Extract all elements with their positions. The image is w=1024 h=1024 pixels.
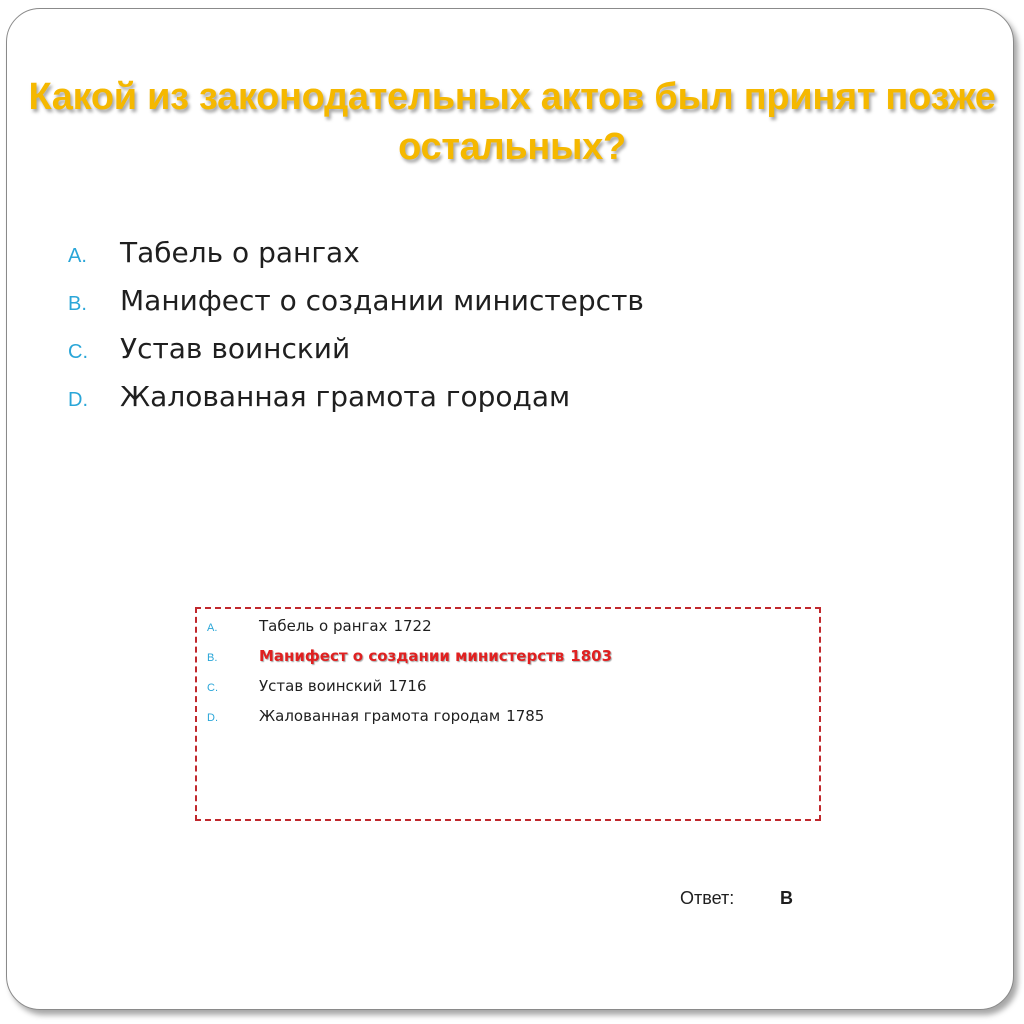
question-title-line-1: Какой из законодательных актов был принят позже [28,76,996,118]
option-a[interactable] [68,236,644,284]
option-letter: B. [68,293,87,315]
answer-letter: A. [207,622,218,634]
option-letter: A. [68,245,87,267]
answer-year: 1716 [388,677,427,695]
answer-text: Манифест о создании министерств [259,647,565,665]
option-text: Манифест о создании министерств [120,284,644,317]
option-text: Жалованная грамота городам [120,380,571,413]
answer-row-c [207,677,612,707]
option-text: Устав воинский [120,332,351,365]
answer-key-list [207,617,612,737]
options-list [68,236,644,428]
option-b[interactable] [68,284,644,332]
answer-text: Жалованная грамота городам [259,707,501,725]
option-text: Табель о рангах [120,236,360,269]
answer-row-b-correct [207,647,612,677]
answer-row-a [207,617,612,647]
answer-text-highlighted [259,647,612,665]
answer-key-box [195,607,821,821]
answer-letter: C. [207,682,218,694]
final-answer [680,888,793,909]
answer-text: Табель о рангах [259,617,388,635]
answer-letter: B. [207,652,218,664]
option-letter: C. [68,341,88,363]
option-c[interactable] [68,332,644,380]
question-title-line-2: остальных? [398,126,626,168]
final-answer-label: Ответ: [680,888,735,908]
answer-text: Устав воинский [259,677,383,695]
answer-year: 1722 [393,617,432,635]
answer-year: 1785 [506,707,545,725]
answer-year: 1803 [570,647,613,665]
option-letter: D. [68,389,88,411]
answer-letter: D. [207,712,218,724]
option-d[interactable] [68,380,644,428]
question-title [0,72,1024,172]
final-answer-value: B [780,888,793,908]
answer-row-d [207,707,612,737]
